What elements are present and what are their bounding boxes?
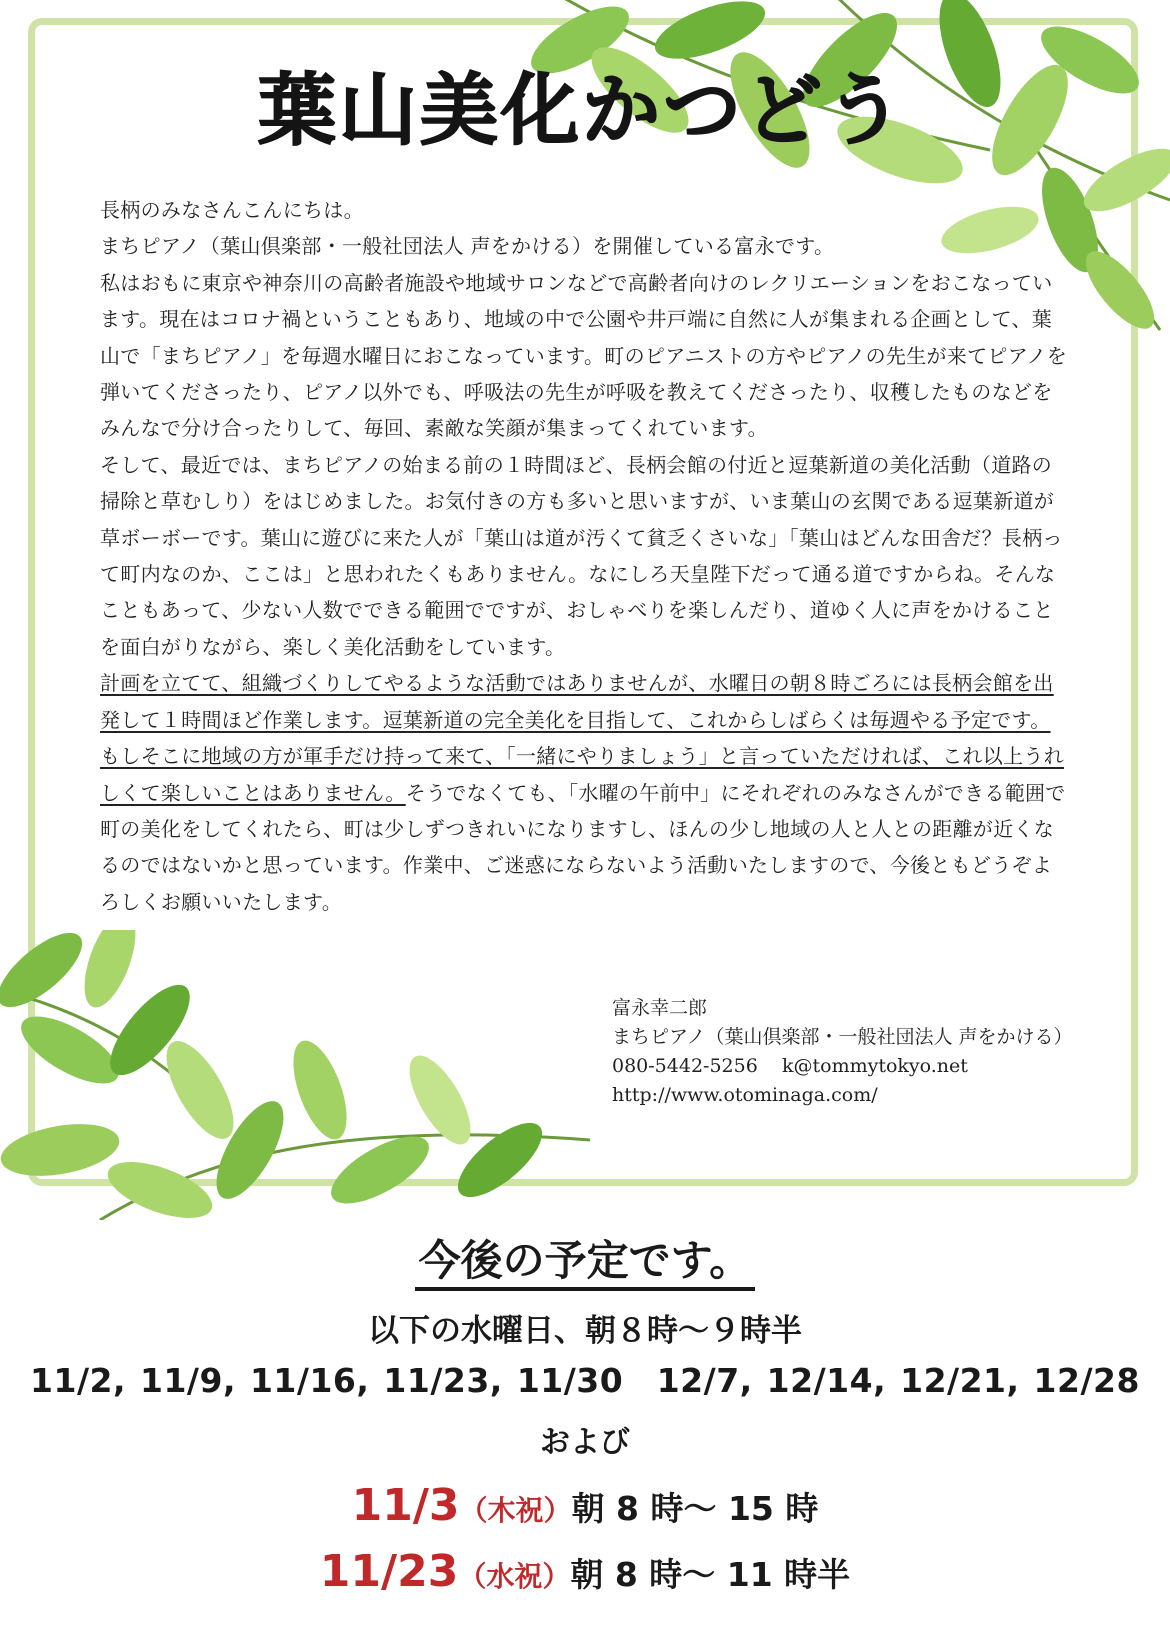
leaves-decoration-bottom bbox=[0, 930, 600, 1220]
page-title: 葉山美化かつどう bbox=[258, 66, 907, 156]
signature-org: まちピアノ（葉山倶楽部・一般社団法人 声をかける） bbox=[612, 1026, 1073, 1048]
signature-phone: 080-5442-5256 bbox=[612, 1055, 758, 1077]
letter-greeting: 長柄のみなさんこんにちは。 bbox=[100, 198, 364, 222]
signature-name: 富永幸二郎 bbox=[612, 997, 708, 1019]
letter-body bbox=[100, 192, 1070, 920]
letter-intro: まちピアノ（葉山倶楽部・一般社団法人 声をかける）を開催している富永です。 bbox=[100, 234, 835, 259]
schedule-dates: 11/2, 11/9, 11/16, 11/23, 11/30 12/7, 12/14, 12/21, 12/28 bbox=[30, 1361, 1140, 1400]
letter-paragraph-3 bbox=[100, 665, 1070, 920]
schedule-subtitle: 以下の水曜日、朝８時〜９時半 bbox=[368, 1313, 802, 1349]
special-date-row bbox=[0, 1480, 1170, 1531]
schedule-title: 今後の予定です。 bbox=[0, 1228, 1170, 1288]
signature-email: k@tommytokyo.net bbox=[781, 1055, 968, 1077]
schedule-and: および bbox=[540, 1425, 630, 1460]
special-date: 11/23 bbox=[319, 1546, 459, 1597]
special-date-time: 朝 8 時〜 15 時 bbox=[571, 1489, 819, 1528]
letter-paragraph-3-rest: そうでなくても、「水曜の午前中」にそれぞれのみなさんができる範囲で町の美化をしてくれたら、町は少しずつきれいになりますし、ほんの少し地域の人と人との距離が近くなるのではないかと思っています。作業中、ご迷惑にならないよう活動いたしますので、今後ともどうぞよろしくお願いいたします。 bbox=[100, 780, 1066, 914]
letter-paragraph-2: そして、最近では、まちピアノの始まる前の１時間ほど、長柄会館の付近と逗葉新道の美化活動（道路の掃除と草むしり）をはじめました。お気付きの方も多いと思いますが、いま葉山の玄関である逗葉新道が草ボーボーです。葉山に遊びに来た人が「葉山は道が汚くて貧乏くさいな」「葉山はどんな田舎だ？長柄って町内なのか、ここは」と思われたくもありません。なにしろ天皇陛下だって通る道ですからね。そんなこともあって、少ない人数でできる範囲でですが、おしゃべりを楽しんだり、道ゆく人に声をかけることを面白がりながら、楽しく美化活動をしています。 bbox=[100, 452, 1063, 659]
underlined-text: 計画を立てて、組織づくりしてやるような活動ではありませんが、水曜日の朝８時ごろには長柄会館を出発して１時間ほど作業します。逗葉新道の完全美化を目指して、これからしばらくは毎週やる予定です。もしそこに地域の方が軍手だけ持って来て、「一緒にやりましょう」と言っていただければ、これ以上うれしくて楽しいことはありません。 bbox=[100, 671, 1064, 805]
signature-block bbox=[612, 994, 1073, 1110]
special-date-row bbox=[0, 1546, 1170, 1597]
letter-paragraph-1: 私はおもに東京や神奈川の高齢者施設や地域サロンなどで高齢者向けのレクリエーションをおこなっています。現在はコロナ禍ということもあり、地域の中で公園や井戸端に自然に人が集まれる企画として、葉山で「まちピアノ」を毎週水曜日におこなっています。町のピアニストの方やピアノの先生が来てピアノを弾いてくださったり、ピアノ以外でも、呼吸法の先生が呼吸を教えてくださったり、収穫したものなどをみんなで分け合ったりして、毎回、素敵な笑顔が集まってくれています。 bbox=[100, 270, 1067, 441]
signature-contact bbox=[612, 1052, 1073, 1081]
special-date-tag: （木祝） bbox=[459, 1494, 572, 1527]
special-date-tag: （水祝） bbox=[458, 1560, 571, 1593]
signature-url: http://www.otominaga.com/ bbox=[612, 1084, 878, 1106]
special-date-time: 朝 8 時〜 11 時半 bbox=[570, 1555, 851, 1594]
special-date: 11/3 bbox=[351, 1480, 460, 1531]
